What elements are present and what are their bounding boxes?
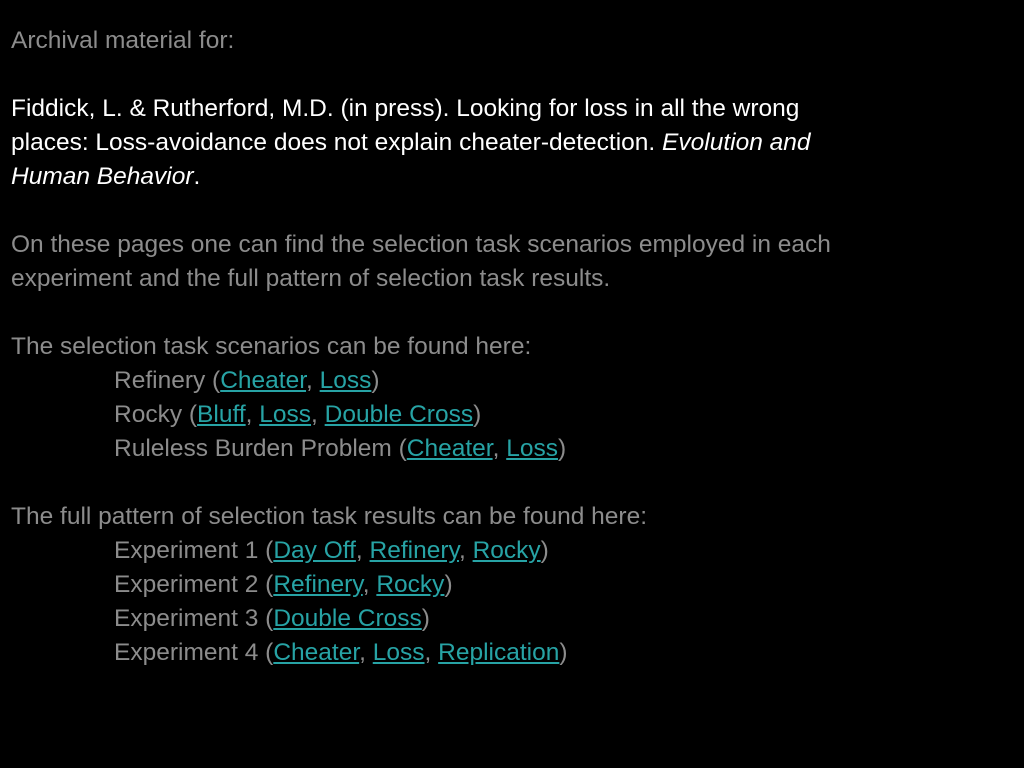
link-separator: , <box>311 401 325 428</box>
result-item-label: Experiment 2 ( <box>114 571 274 598</box>
close-paren: ) <box>540 537 549 564</box>
citation-text: places: Loss-avoidance does not explain cheater-detection. <box>11 129 663 156</box>
result-item-label: Experiment 4 ( <box>114 639 274 666</box>
spacer <box>11 58 1011 92</box>
header-text: Archival material for: <box>11 27 235 54</box>
result-link-refinery[interactable]: Refinery <box>369 537 459 564</box>
link-separator: , <box>306 367 320 394</box>
scenario-link-loss[interactable]: Loss <box>259 401 312 428</box>
result-link-refinery[interactable]: Refinery <box>273 571 363 598</box>
spacer <box>11 466 1011 500</box>
close-paren: ) <box>557 435 567 462</box>
close-paren: ) <box>371 367 380 394</box>
scenario-item-rocky <box>11 398 1011 432</box>
intro-line-2: experiment and the full pattern of selection task results. <box>11 265 611 292</box>
citation-line-2 <box>11 126 1011 160</box>
scenario-link-cheater[interactable]: Cheater <box>406 435 493 462</box>
archival-page <box>11 24 1011 670</box>
close-paren: ) <box>559 639 568 666</box>
scenario-item-refinery <box>11 364 1011 398</box>
result-item-label: Experiment 1 ( <box>114 537 274 564</box>
link-separator: , <box>359 639 373 666</box>
intro-line-1: On these pages one can find the selection task scenarios employed in each <box>11 231 831 258</box>
result-link-replication[interactable]: Replication <box>438 639 560 666</box>
scenario-item-label: Ruleless Burden Problem ( <box>114 435 407 462</box>
result-link-cheater[interactable]: Cheater <box>273 639 360 666</box>
close-paren: ) <box>421 605 430 632</box>
results-heading: The full pattern of selection task results can be found here: <box>11 503 648 530</box>
result-item-experiment-2 <box>11 568 1011 602</box>
journal-name-part-2: Human Behavior <box>11 163 194 190</box>
result-item-experiment-3 <box>11 602 1011 636</box>
scenario-link-cheater[interactable]: Cheater <box>220 367 307 394</box>
link-separator: , <box>492 435 507 462</box>
results-list <box>11 534 1011 670</box>
result-link-rocky[interactable]: Rocky <box>472 537 541 564</box>
scenario-link-loss[interactable]: Loss <box>506 435 558 462</box>
citation-period: . <box>193 163 201 190</box>
result-item-experiment-1 <box>11 534 1011 568</box>
spacer <box>11 296 1011 330</box>
result-link-day-off[interactable]: Day Off <box>273 537 356 564</box>
link-separator: , <box>355 537 370 564</box>
scenario-link-bluff[interactable]: Bluff <box>197 401 246 428</box>
scenario-link-loss[interactable]: Loss <box>319 367 372 394</box>
citation-line-1: Fiddick, L. & Rutherford, M.D. (in press). Looking for loss in all the wrong <box>11 95 800 122</box>
scenario-item-label: Rocky ( <box>114 401 198 428</box>
scenario-link-double-cross[interactable]: Double Cross <box>324 401 474 428</box>
close-paren: ) <box>444 571 453 598</box>
result-link-loss[interactable]: Loss <box>372 639 425 666</box>
link-separator: , <box>458 537 473 564</box>
journal-name-part-1: Evolution and <box>662 129 811 156</box>
scenario-item-label: Refinery ( <box>114 367 221 394</box>
result-item-experiment-4 <box>11 636 1011 670</box>
citation-line-3 <box>11 160 1011 194</box>
scenario-item-ruleless-burden-problem <box>11 432 1011 466</box>
citation-block <box>11 92 1011 194</box>
result-link-double-cross[interactable]: Double Cross <box>273 605 422 632</box>
result-item-label: Experiment 3 ( <box>114 605 274 632</box>
link-separator: , <box>424 639 439 666</box>
result-link-rocky[interactable]: Rocky <box>376 571 445 598</box>
scenarios-heading: The selection task scenarios can be found here: <box>11 333 532 360</box>
spacer <box>11 194 1011 228</box>
link-separator: , <box>245 401 260 428</box>
scenario-list <box>11 364 1011 466</box>
link-separator: , <box>362 571 377 598</box>
close-paren: ) <box>473 401 482 428</box>
